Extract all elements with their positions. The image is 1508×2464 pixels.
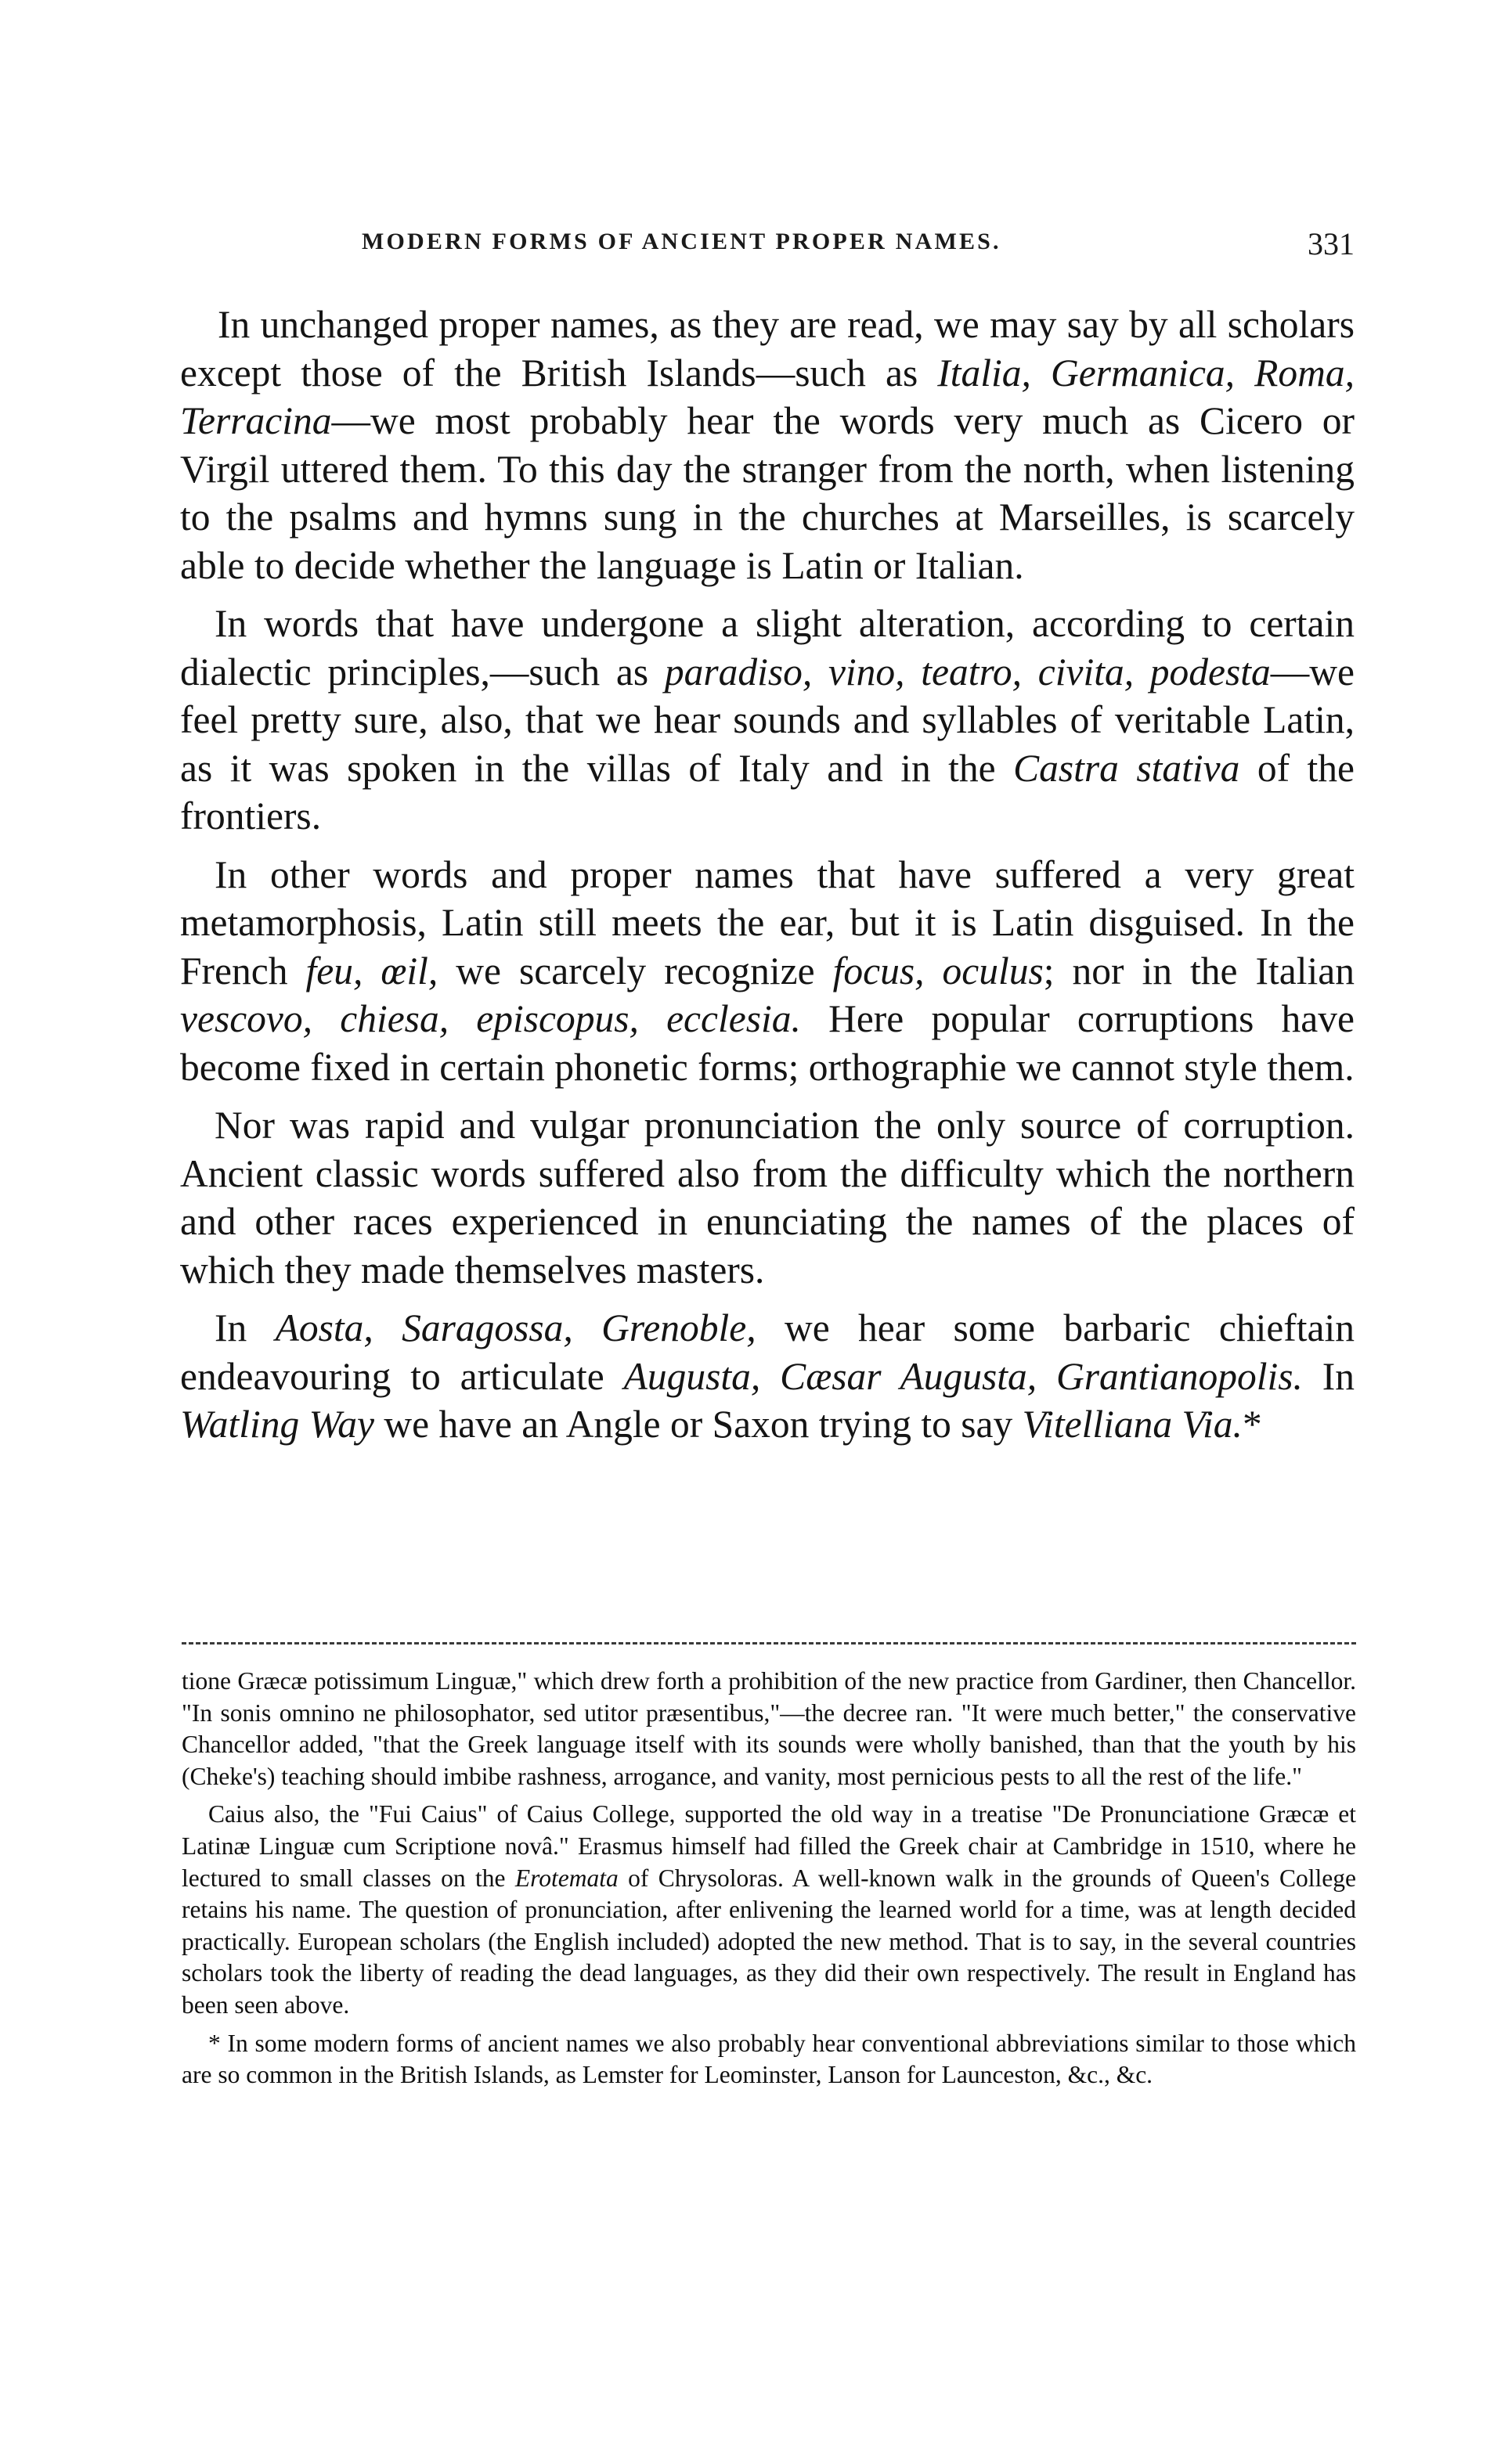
paragraph (180, 301, 1355, 589)
main-text (180, 301, 1355, 1459)
italic-text: vescovo, chiesa, episcopus, ecclesia. (180, 997, 801, 1040)
text-run: * (1242, 1403, 1262, 1446)
running-title: MODERN FORMS OF ANCIENT PROPER NAMES. (362, 229, 1001, 254)
text-run: tione Græcæ potissimum Linguæ," which drew forth a prohibition of the new practice from Gardiner, then Chancellor. "In sonis omnino ne philosophator, sed utitor præsentibus,"—the decree ran. "It were much better," the conservative Chancellor added, "that the Greek language itself with its sounds were wholly banished, than that the youth by his (Cheke's) teaching should imbibe rashness, arrogance, and vanity, most pernicious pests to all the rest of the life." (182, 1667, 1356, 1790)
italic-text: Erotemata (514, 1864, 619, 1892)
italic-text: feu, œil, (305, 949, 438, 992)
text-run: of Chrysoloras. A well-known walk in the grounds of Queen's College retains his name. The question of pronunciation, after enlivening the learned world for a time, was at length decided practically. European scholars (the English included) adopted the new method. That is to say, in the several countries scholars took the liberty of reading the dead languages, as they did their own respectively. The result in England has been seen above. (182, 1864, 1356, 2019)
paragraph (180, 600, 1355, 841)
text-run: —we most probably hear the words very much as Cicero or Virgil uttered them. To this day the stranger from the north, when listening to the psalms and hymns sung in the churches at Marseilles, is scarcely able to decide whether the language is Latin or Italian. (180, 399, 1355, 587)
text-run: we have an Angle or Saxon trying to say (373, 1403, 1023, 1446)
text-run: Nor was rapid and vulgar pronunciation the only source of corruption. Ancient classic words suffered also from the difficulty which the northern and other races experienced in enunciating the names of the places of which they made themselves masters. (180, 1104, 1355, 1291)
italic-text: Italia, Germanica, Roma, Terracina (180, 351, 1355, 442)
italic-text: Vitelliana Via. (1022, 1403, 1243, 1446)
paragraph (180, 1101, 1355, 1294)
italic-text: Watling Way (180, 1403, 374, 1446)
text-run: of the frontiers. (180, 746, 1355, 838)
text-run: In other words and proper names that have suffered a very great metamorphosis, Latin still meets the ear, but it is Latin disguised. In the French (180, 852, 1355, 992)
text-run: Caius also, the "Fui Caius" of Caius College, supported the old way in a treatise "De Pronunciatione Græcæ et Latinæ Linguæ cum Scriptione novâ." Erasmus himself had filled the Greek chair at Cambridge in 1510, where he lectured to small classes on the (182, 1800, 1356, 1892)
italic-text: paradiso, vino, teatro, civita, podesta (664, 650, 1271, 693)
text-run: In (215, 1306, 276, 1349)
text-run: In words that have undergone a slight alteration, according to certain dialectic principles,—such as (180, 602, 1355, 693)
text-run: —we feel pretty sure, also, that we hear sounds and syllables of veritable Latin, as it was spoken in the villas of Italy and in the (180, 650, 1355, 790)
footnote-rule (182, 1642, 1356, 1648)
text-run: In unchanged proper names, as they are read, we may say by all scholars except those of the British Islands—such as (180, 303, 1355, 394)
footnote (182, 1799, 1356, 2021)
italic-text: Augusta, Cæsar Augusta, Grantianopolis. (623, 1354, 1303, 1398)
text-run: Here popular corruptions have become fixed in certain phonetic forms; orthographie we cannot style them. (180, 997, 1355, 1089)
text-run: In (1302, 1354, 1355, 1398)
text-run: ; nor in the Italian (1043, 949, 1355, 992)
italic-text: focus, oculus (832, 949, 1044, 992)
paragraph (180, 1304, 1355, 1449)
italic-text: Aosta, Saragossa, Grenoble, (275, 1306, 756, 1349)
paragraph (180, 851, 1355, 1092)
footnote (182, 2028, 1356, 2091)
text-run: we scarcely recognize (438, 949, 833, 992)
text-run: we hear some barbaric chieftain endeavouring to articulate (180, 1306, 1355, 1398)
footnotes (182, 1666, 1356, 2098)
page-number: 331 (1308, 226, 1355, 261)
text-run: * In some modern forms of ancient names we also probably hear conventional abbreviations similar to those which are so common in the British Islands, as Lemster for Leominster, Lanson for Launceston, &c., &c. (182, 2029, 1356, 2089)
italic-text: Castra stativa (1013, 746, 1240, 790)
footnote (182, 1666, 1356, 1792)
running-head (180, 226, 1355, 261)
